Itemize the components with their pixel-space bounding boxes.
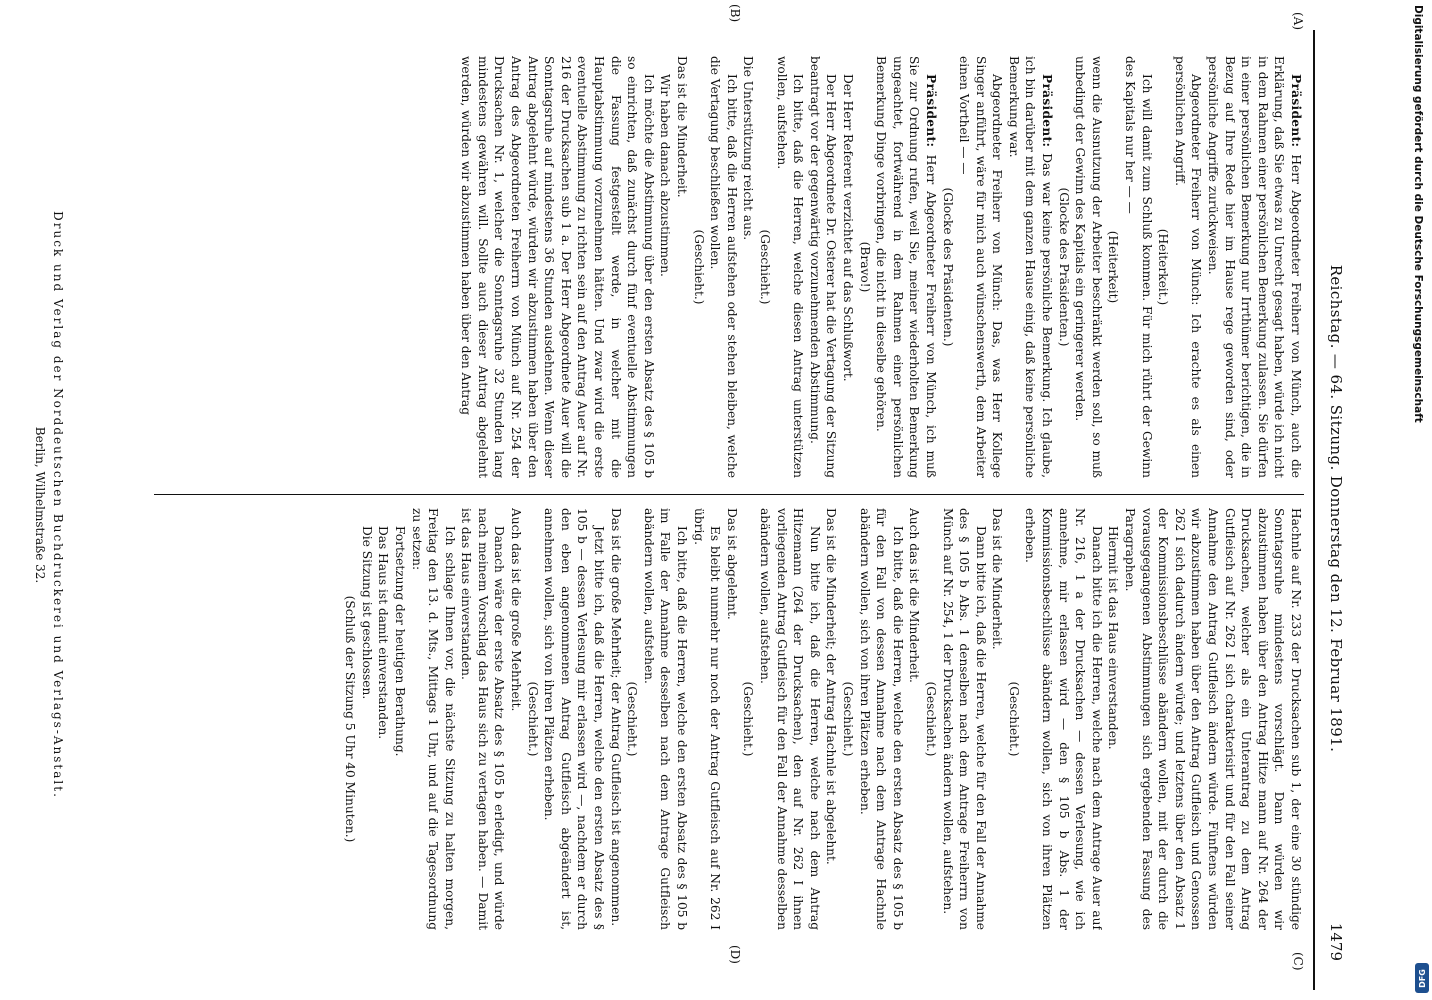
speech-text: Das ist die Minderheit.	[675, 56, 690, 198]
stage-direction: (Geschieht.)	[923, 681, 938, 757]
speech-paragraph	[1204, 56, 1304, 478]
margin-marker-d: (D)	[728, 945, 742, 964]
speech-text: Nun bitte ich, daß die Herren, welche nach dem Antrag Hitzemann (264 der Drucksachen), den auf Nr. 262 I ihnen vorliegenden Antrag Gutfleisch für den Fall der Annahme desselben abändern wollen, aufstehen.	[758, 508, 822, 930]
speech-text: Abgeordneter Freiherr von Münch: Das, was Herr Kollege Singer anführt, wäre für mich auch wünschenswerth, dem Arbeiter einen Vortheil — —	[957, 56, 1005, 478]
speech-paragraph	[1121, 508, 1304, 930]
dfg-logo	[1415, 963, 1429, 993]
speech-text: Danach wäre der erste Absatz des § 105 b erledigt, und würde nach meinem Vorschlag das Haus sich zu vertagen haben. — Damit ist das Haus einverstanden.	[459, 508, 507, 930]
margin-marker-c: (C)	[1291, 952, 1305, 971]
speech-paragraph	[673, 56, 690, 478]
speech-text: Das ist abgelehnt.	[724, 508, 739, 620]
speech-paragraph	[408, 508, 458, 930]
speech-paragraph	[657, 56, 674, 478]
speech-text: Dann bitte ich, daß die Herren, welche für den Fall der Annahme des § 105 b Abs. 1 denselben nach dem Antrage Freiherrn von Münch auf Nr. 254, 1 der Drucksachen ändern wollen, aufstehen.	[940, 508, 988, 930]
left-column	[159, 56, 1304, 478]
speech-text: Ich bitte, daß die Herren aufstehen oder stehen bleiben, welche die Vertagung beschließen wollen.	[708, 56, 739, 478]
speech-text: Hachnle auf Nr. 233 der Drucksachen sub 1, der eine 30 stündige Sonntagsruhe mindestens vorschlägt. Dann würden wir abzustimmen haben über den Antrag Hitze mann auf Nr. 264 der Drucksachen, welcher als ein Unterantrag zu dem Antrag Gutfleisch auf Nr. 262 I sich charakterisirt und für den Fall seiner Annahme den Antrag Gutfleisch ändern würde. Fünftens würden wir abzustimmen haben über den Antrag Gutfleisch und Genossen 262 I sich dadurch ändern würde; und letztens über den Absatz 1 der Kommissionsbeschlüsse abändern wollen, mit der durch die vorausgegangenen Abstimmungen sich ergebenden Fassung des Paragraphen.	[1123, 508, 1303, 930]
column-divider	[154, 494, 1304, 495]
speech-text: Ich bitte, daß die Herren, welche diesen Antrag unterstützen wollen, aufstehen.	[774, 56, 806, 478]
speech-paragraph	[458, 508, 508, 930]
stage-direction: (Geschieht.)	[758, 229, 772, 305]
speech-paragraph	[723, 508, 740, 930]
speech-text: Die Sitzung ist geschlossen.	[359, 526, 374, 700]
speech-text: Fortsetzung der heutigen Berathung.	[392, 526, 407, 757]
speech-text: Ich bitte, daß die Herren, welche den ersten Absatz des § 105 b im Falle der Annahme desselben nach dem Antrage Gutfleisch abändern wollen, aufstehen.	[641, 508, 690, 930]
speech-paragraph	[707, 56, 740, 478]
page-number: 1479	[1327, 922, 1345, 961]
page-header	[1326, 56, 1344, 961]
speech-text: Jetzt bitte ich, daß die Herren, welche den ersten Absatz des § 105 b — dessen Verlesung mir erlassen wird —, nachdem er durch den eben angenommenen Antrag Gutfleisch abgeändert ist, annehmen wollen, sich von ihren Plätzen erheben.	[542, 508, 607, 930]
speech-text: Der Herr Referent verzichtet auf das Schlußwort.	[840, 74, 855, 382]
stage-direction: (Heiterkeit.)	[1156, 228, 1171, 306]
speech-paragraph	[1072, 56, 1105, 478]
stage-direction: (Geschieht.)	[525, 681, 540, 757]
speech-text: Das Haus ist damit einverstanden.	[376, 526, 391, 740]
margin-marker-b: (B)	[728, 4, 742, 23]
stage-direction: (Bravo!)	[857, 241, 872, 293]
speech-text: Das war keine persönliche Bemerkung. Ich glaube, ich bin darüber mit dem ganzen Hause einig, daß keine persönliche Bemerkung war.	[1006, 56, 1055, 478]
speech-paragraph	[1005, 56, 1055, 478]
speech-text: Hiermit ist das Haus einverstanden.	[1106, 526, 1121, 750]
speech-paragraph	[823, 508, 840, 930]
speech-paragraph	[856, 508, 906, 930]
stage-direction: (Geschieht.)	[840, 681, 855, 757]
stage-direction: (Geschieht.)	[1006, 681, 1021, 757]
speech-paragraph	[391, 508, 408, 930]
speech-text: Das ist die Minderheit; der Antrag Hachnle ist abgelehnt.	[824, 508, 839, 865]
speech-paragraph	[873, 56, 939, 478]
speech-paragraph	[1171, 56, 1204, 478]
speech-paragraph	[1121, 56, 1154, 478]
speech-paragraph	[989, 508, 1006, 930]
stage-direction: (Heiterkeit)	[1106, 230, 1121, 304]
speech-text: Ich will damit zum Schluß kommen. Für mich rührt der Gewinn des Kapitals nur her — —	[1123, 56, 1154, 478]
speaker-name: Präsident:	[1040, 74, 1055, 154]
speech-paragraph	[508, 508, 525, 930]
imprint-line-1: Druck und Verlag der Norddeutschen Buchdruckerei und Verlags-Anstalt.	[51, 211, 65, 799]
speech-text: Ich schlage Ihnen vor, die nächste Sitzung zu halten morgen, Freitag den 13. d. Mts., Mittags 1 Uhr, und auf die Tagesordnung zu setzen:	[409, 508, 457, 930]
speech-text: Der Herr Abgeordnete Dr. Osterer hat die Vertagung der Sitzung beantragt vor der gegenwärtig vorzunehmenden Abstimmung.	[807, 56, 839, 478]
speech-paragraph	[458, 56, 657, 478]
dfg-logo-text: DFG	[1417, 968, 1427, 988]
header-title: Reichstag. — 64. Sitzung. Donnerstag den 12. Februar 1891.	[1327, 264, 1345, 753]
margin-marker-a: (A)	[1291, 12, 1305, 31]
speech-paragraph	[839, 56, 856, 478]
speech-text: Ich möchte die Abstimmung über den ersten Absatz des § 105 b so einrichten, daß zunächst durch fünf eventuelle Abstimmungen die Fassung festgestellt werde, in welcher mit die Hauptabstimmung vorzunehmen hätten. Und zwar wird die erste eventuelle Abstimmung zu richten sein auf den Antrag Auer auf Nr. 216 der Drucksachen sub 1 a. Der Herr Abgeordnete Auer will die Sonntagsruhe auf mindestens 36 Stunden ausdehnen. Wenn dieser Antrag abgelehnt würde, würden wir abzustimmen haben über den Antrag des Abgeordneten Freiherrn von Münch auf Nr. 254 der Drucksachen Nr. 1, welcher die Sonntagsruhe 32 Stunden lang mindestens gewähren will. Sollte auch dieser Antrag abgelehnt werden, würden wir abzustimmen haben über den Antrag	[459, 56, 656, 478]
speech-paragraph	[956, 56, 1006, 478]
speech-paragraph	[1022, 508, 1105, 930]
stage-direction: (Geschieht.)	[741, 681, 756, 757]
speech-text: Danach bitte ich die Herren, welche nach dem Antrage Auer auf Nr. 216, 1 a der Drucksachen — dessen Verlesung, wie ich annehme, mir erlassen wird — den § 105 b Abs. 1 der Kommissionsbeschlüsse abändern wollen, sich von ihren Plätzen erheben.	[1023, 508, 1104, 930]
speech-text: Die Unterstützung reicht aus.	[741, 56, 756, 241]
stage-direction: (Geschieht.)	[691, 229, 706, 305]
speech-text: Wir haben danach abzustimmen.	[658, 74, 673, 277]
speech-paragraph	[690, 508, 723, 930]
stage-direction: (Geschieht.)	[625, 681, 640, 757]
speech-paragraph	[607, 508, 624, 930]
speech-paragraph	[640, 508, 690, 930]
speech-paragraph	[740, 56, 757, 478]
speaker-name: Präsident:	[1289, 74, 1303, 155]
speech-paragraph	[773, 56, 806, 478]
stage-direction: (Schluß der Sitzung 5 Uhr 40 Minuten.)	[343, 595, 358, 843]
speech-text: Auch das ist die große Mehrheit.	[509, 508, 524, 712]
speech-text: Ich bitte, daß die Herren, welche den ersten Absatz des § 105 b für den Fall von dessen Annahme nach dem Antrage Hachnle abändern wollen, sich von ihren Plätzen erheben.	[857, 508, 905, 930]
speech-text: Das ist die Minderheit.	[990, 508, 1005, 650]
speech-text: Auch das ist die Minderheit.	[907, 508, 922, 683]
speech-text: Abgeordneter Freiherr von Münch: Ich erachte es als einen persönlichen Angriff.	[1172, 56, 1204, 478]
stage-direction: (Glocke des Präsidenten.)	[940, 187, 955, 347]
right-column	[159, 508, 1304, 930]
digitization-note: Digitalisierung gefördert durch die Deutsche Forschungsgemeinschaft	[1412, 5, 1424, 423]
speech-paragraph	[541, 508, 607, 930]
speaker-name: Präsident:	[923, 74, 938, 155]
stage-direction: (Glocke des Präsidenten.)	[1056, 187, 1071, 347]
speech-text: Herr Abgeordneter Freiherr von Münch, ich muß Sie zur Ordnung rufen, weil Sie, meiner wiederholten Bemerkung ungeachtet, fortwährend in dem Rahmen einer persönlichen Bemerkung Dinge vorbringen, die nicht in dieselbe gehören.	[874, 56, 938, 478]
speech-text: Herr Abgeordneter Freiherr von Münch, auch die Erklärung, daß Sie etwas zu Unrecht gesagt haben, würde ich nicht in dem Rahmen einer persönlichen Bemerkung zulassen. Sie dürfen in einer persönlichen Bemerkung nur Irrthümer berichtigen, die in Bezug auf Ihre Rede hier im Hause rege geworden sind, oder persönliche Angriffe zurückweisen.	[1206, 56, 1303, 478]
printer-imprint	[31, 30, 67, 980]
speech-paragraph	[806, 56, 839, 478]
speech-paragraph	[375, 508, 392, 930]
speech-paragraph	[756, 508, 822, 930]
speech-text: Das ist die große Mehrheit; der Antrag Gutfleisch ist angenommen.	[608, 508, 623, 927]
speech-paragraph	[1105, 508, 1122, 930]
speech-paragraph	[358, 508, 375, 930]
imprint-line-2: Berlin, Wilhelmstraße 32.	[33, 426, 47, 584]
speech-text: wenn die Ausnutzung der Arbeiter beschränkt werden soll, so muß unbedingt der Gewinn des Kapitals ein geringerer werden.	[1073, 56, 1104, 478]
speech-paragraph	[939, 508, 989, 930]
speech-paragraph	[906, 508, 923, 930]
speech-text: Es bleibt nunmehr nur noch der Antrag Gutfleisch auf Nr. 262 I übrig.	[691, 508, 723, 930]
header-rule	[1314, 30, 1316, 990]
